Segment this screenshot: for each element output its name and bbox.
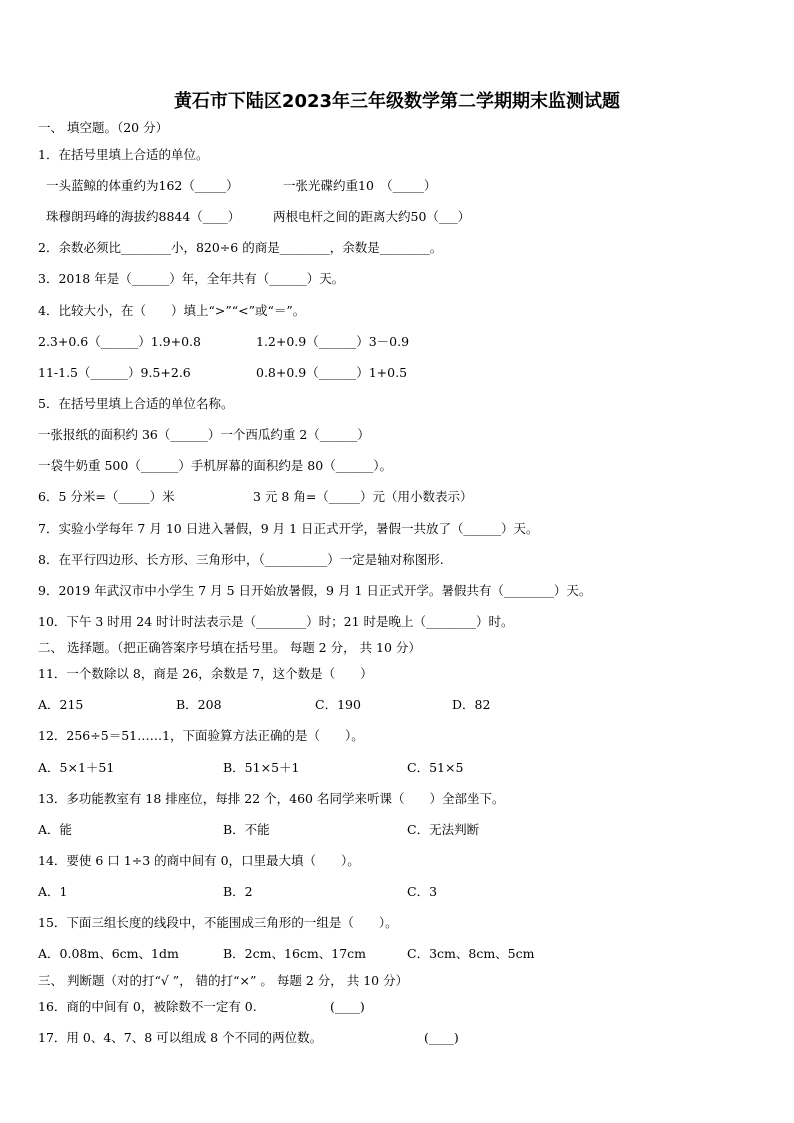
question-5-row-2: 一袋牛奶重 500（______）手机屏幕的面积约是 80（______）。 xyxy=(38,458,392,473)
question-4-item-b: 1.2+0.9（______）3－0.9 xyxy=(256,334,410,349)
question-12-option-a: A．5×1＋51 xyxy=(38,760,115,775)
question-11-option-b: B．208 xyxy=(176,697,222,712)
question-12-option-b: B．51×5＋1 xyxy=(223,760,300,775)
question-13-option-b: B．不能 xyxy=(223,822,270,837)
question-5-stem: 5．在括号里填上合适的单位名称。 xyxy=(38,396,234,411)
question-5-row-1: 一张报纸的面积约 36（______）一个西瓜约重 2（______） xyxy=(38,427,370,442)
question-2: 2．余数必须比________小，820÷6 的商是________，余数是________。 xyxy=(38,240,443,255)
question-14-stem: 14．要使 6 口 1÷3 的商中间有 0，口里最大填（ ）。 xyxy=(38,853,360,868)
question-15-option-c: C．3cm、8cm、5cm xyxy=(407,946,535,961)
question-17-blank: (____) xyxy=(424,1030,459,1045)
question-16-blank: (____) xyxy=(330,999,365,1014)
section-choice-heading: 二、 选择题。（把正确答案序号填在括号里。 每题 2 分， 共 10 分） xyxy=(38,640,421,655)
question-1-stem: 1．在括号里填上合适的单位。 xyxy=(38,147,209,162)
question-11-option-d: D．82 xyxy=(452,697,491,712)
question-15-option-b: B．2cm、16cm、17cm xyxy=(223,946,367,961)
section-judgement-heading: 三、 判断题（对的打“√ ”， 错的打“×” 。 每题 2 分， 共 10 分） xyxy=(38,973,409,988)
question-13-stem: 13．多功能教室有 18 排座位，每排 22 个，460 名同学来听课（ ）全部坐下。 xyxy=(38,791,505,806)
question-6-item-b: 3 元 8 角=（_____）元（用小数表示） xyxy=(253,489,473,504)
question-4-stem: 4．比较大小，在（ ）填上“>”“<”或“＝”。 xyxy=(38,303,306,318)
question-11-stem: 11．一个数除以 8，商是 26，余数是 7，这个数是（ ） xyxy=(38,666,373,681)
question-4-item-a: 2.3+0.6（______）1.9+0.8 xyxy=(38,334,201,349)
question-4-item-c: 11-1.5（______）9.5+2.6 xyxy=(38,365,191,380)
question-4-item-d: 0.8+0.9（______）1+0.5 xyxy=(256,365,408,380)
question-11-option-c: C．190 xyxy=(315,697,361,712)
question-13-option-a: A．能 xyxy=(38,822,73,837)
question-1-item-c: 珠穆朗玛峰的海拔约8844（____） xyxy=(46,209,241,224)
question-16-stem: 16．商的中间有 0，被除数不一定有 0. xyxy=(38,999,257,1014)
question-14-option-c: C．3 xyxy=(407,884,438,899)
section-fill-blank-heading: 一、 填空题。（20 分） xyxy=(38,120,169,135)
question-1-item-b: 一张光碟约重10 （_____） xyxy=(283,178,437,193)
question-1-item-a: 一头蓝鲸的体重约为162（_____） xyxy=(46,178,239,193)
question-12-option-c: C．51×5 xyxy=(407,760,464,775)
question-7: 7．实验小学每年 7 月 10 日进入暑假，9 月 1 日正式开学，暑假一共放了（______）天。 xyxy=(38,521,539,536)
question-6-item-a: 6．5 分米=（_____）米 xyxy=(38,489,175,504)
question-1-item-d: 两根电杆之间的距离大约50（___） xyxy=(273,209,471,224)
question-17-stem: 17．用 0、4、7、8 可以组成 8 个不同的两位数。 xyxy=(38,1030,323,1045)
question-11-option-a: A．215 xyxy=(38,697,84,712)
question-14-option-a: A．1 xyxy=(38,884,68,899)
question-15-stem: 15．下面三组长度的线段中，不能围成三角形的一组是（ ）。 xyxy=(38,915,398,930)
page-title: 黄石市下陆区2023年三年级数学第二学期期末监测试题 xyxy=(173,91,621,112)
question-10: 10．下午 3 时用 24 时计时法表示是（________）时；21 时是晚上（________）时。 xyxy=(38,614,514,629)
question-8: 8．在平行四边形、长方形、三角形中，（__________）一定是轴对称图形. xyxy=(38,552,444,567)
question-9: 9．2019 年武汉市中小学生 7 月 5 日开始放暑假，9 月 1 日正式开学。暑假共有（________）天。 xyxy=(38,583,592,598)
question-14-option-b: B．2 xyxy=(223,884,253,899)
question-3: 3．2018 年是（______）年，全年共有（______）天。 xyxy=(38,271,345,286)
question-12-stem: 12．256÷5＝51……1，下面验算方法正确的是（ ）。 xyxy=(38,728,364,743)
question-13-option-c: C．无法判断 xyxy=(407,822,480,837)
question-15-option-a: A．0.08m、6cm、1dm xyxy=(38,946,179,961)
